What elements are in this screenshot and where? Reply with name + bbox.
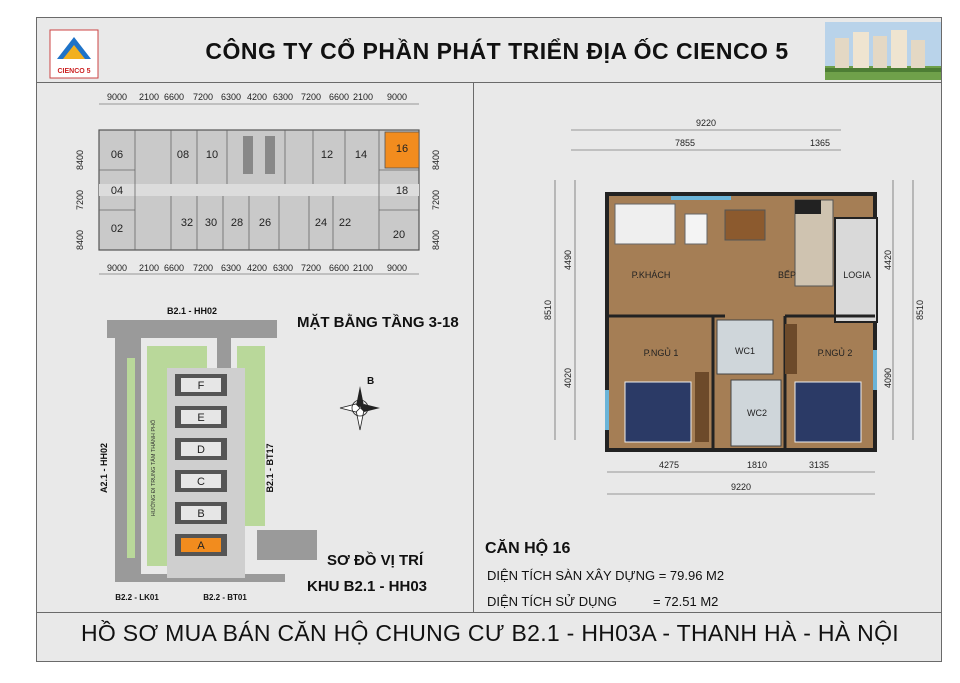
company-title: CÔNG TY CỔ PHẦN PHÁT TRIỂN ĐỊA ỐC CIENCO 5 xyxy=(205,38,789,64)
road-right-label: B2.1 - BT17 xyxy=(265,443,275,493)
apt-bottom-part: 4275 xyxy=(658,460,680,470)
floor-right-dims xyxy=(431,150,441,250)
apt-right-lower: 4090 xyxy=(883,367,893,389)
top-dim: 7200 xyxy=(300,92,322,102)
block-c-label: C xyxy=(197,476,205,488)
top-dim: 7200 xyxy=(192,92,214,102)
top-dim: 9000 xyxy=(386,92,408,102)
logo-text: CIENCO 5 xyxy=(57,68,91,75)
block-b-label: B xyxy=(197,508,205,520)
road-bottom-left-label: B2.2 - LK01 xyxy=(115,593,159,602)
unit-label: 10 xyxy=(205,149,219,161)
apt-left-lower: 4020 xyxy=(563,367,573,389)
bottom-dim: 9000 xyxy=(106,263,128,273)
room-logia-label: LOGIA xyxy=(843,270,871,280)
site-map-caption-line1: SƠ ĐỒ VỊ TRÍ xyxy=(327,552,424,569)
site-map xyxy=(87,298,327,608)
unit-label: 22 xyxy=(338,217,352,229)
road-top-label: B2.1 - HH02 xyxy=(166,306,218,316)
left-dim: 8400 xyxy=(75,149,85,171)
top-dim: 6600 xyxy=(328,92,350,102)
apt-top-total: 9220 xyxy=(695,118,717,128)
road-left-label: A2.1 - HH02 xyxy=(99,442,109,494)
compass-label: B xyxy=(367,376,375,387)
area-build-text: DIỆN TÍCH SÀN XÂY DỰNG = 79.96 M2 xyxy=(487,568,725,583)
header-divider xyxy=(37,82,941,83)
bottom-dim: 6600 xyxy=(163,263,185,273)
footer-title: HỒ SƠ MUA BÁN CĂN HỘ CHUNG CƯ B2.1 - HH03A - THANH HÀ - HÀ NỘI xyxy=(81,620,899,646)
unit-label: 24 xyxy=(314,217,328,229)
room-kitchen-label: BẾP xyxy=(777,270,797,280)
top-dim: 6300 xyxy=(272,92,294,102)
bottom-dim: 9000 xyxy=(386,263,408,273)
unit-label: 08 xyxy=(176,149,190,161)
room-wc1-label: WC1 xyxy=(735,346,755,356)
floor-left-dims xyxy=(75,150,85,250)
top-dim: 6300 xyxy=(220,92,242,102)
apt-right-upper: 4420 xyxy=(883,249,893,271)
bottom-dim: 4200 xyxy=(246,263,268,273)
room-wc2-label: WC2 xyxy=(747,408,767,418)
bottom-dim: 6300 xyxy=(220,263,242,273)
floor-bottom-dims xyxy=(107,263,407,273)
site-map-caption-line2: KHU B2.1 - HH03 xyxy=(307,578,428,595)
bottom-dim: 7200 xyxy=(300,263,322,273)
apt-bottom-part: 1810 xyxy=(746,460,768,470)
apartment-title: CĂN HỘ 16 xyxy=(485,540,571,557)
cienco-logo xyxy=(49,29,99,79)
top-dim: 2100 xyxy=(352,92,374,102)
apt-bottom-part: 3135 xyxy=(808,460,830,470)
room-living-label: P.KHÁCH xyxy=(631,270,671,280)
compass-icon xyxy=(335,374,385,434)
left-dim: 8400 xyxy=(75,229,85,251)
floor-plan xyxy=(47,88,467,283)
area-use-label: DIỆN TÍCH SỬ DỤNG xyxy=(487,594,618,609)
footer-divider xyxy=(37,612,941,613)
unit-label: 12 xyxy=(320,149,334,161)
unit-label: 14 xyxy=(354,149,368,161)
right-dim: 8400 xyxy=(431,149,441,171)
unit-label: 26 xyxy=(258,217,272,229)
top-dim: 4200 xyxy=(246,92,268,102)
apt-top-right: 1365 xyxy=(809,138,831,148)
block-f-label: F xyxy=(197,380,205,392)
top-dim: 6600 xyxy=(163,92,185,102)
bottom-dim: 2100 xyxy=(352,263,374,273)
floor-plan-caption: MẶT BẰNG TẦNG 3-18 xyxy=(297,314,459,331)
unit-label: 32 xyxy=(180,217,194,229)
column-divider xyxy=(473,82,474,612)
bottom-dim: 6300 xyxy=(272,263,294,273)
apt-left-total: 8510 xyxy=(543,299,553,321)
unit-label: 18 xyxy=(395,185,409,197)
apt-top-left: 7855 xyxy=(674,138,696,148)
right-dim: 7200 xyxy=(431,189,441,211)
block-d-label: D xyxy=(197,444,205,456)
road-bottom-right-label: B2.2 - BT01 xyxy=(203,593,247,602)
block-a-label: A xyxy=(197,540,205,552)
unit-label: 06 xyxy=(110,149,124,161)
unit-label: 02 xyxy=(110,223,124,235)
document-sheet xyxy=(36,17,942,662)
unit-label: 30 xyxy=(204,217,218,229)
unit-label: 16 xyxy=(395,143,409,155)
apt-bottom-total: 9220 xyxy=(730,482,752,492)
unit-label: 28 xyxy=(230,217,244,229)
building-photo xyxy=(825,22,941,80)
left-dim: 7200 xyxy=(75,189,85,211)
apartment-plan xyxy=(495,110,935,500)
unit-label: 04 xyxy=(110,185,124,197)
apt-left-upper: 4490 xyxy=(563,249,573,271)
area-use-value: = 72.51 M2 xyxy=(653,594,719,609)
right-dim: 8400 xyxy=(431,229,441,251)
bottom-dim: 7200 xyxy=(192,263,214,273)
bottom-dim: 6600 xyxy=(328,263,350,273)
top-dim: 2100 xyxy=(138,92,160,102)
block-e-label: E xyxy=(197,412,205,424)
floor-top-dims xyxy=(107,92,407,102)
bottom-dim: 2100 xyxy=(138,263,160,273)
top-dim: 9000 xyxy=(106,92,128,102)
room-bed2-label: P.NGỦ 2 xyxy=(817,348,853,358)
apt-right-total: 8510 xyxy=(915,299,925,321)
unit-label: 20 xyxy=(392,229,406,241)
room-bed1-label: P.NGỦ 1 xyxy=(643,348,679,358)
direction-label: HƯỚNG ĐI TRUNG TÂM THÀNH PHỐ xyxy=(151,419,157,517)
